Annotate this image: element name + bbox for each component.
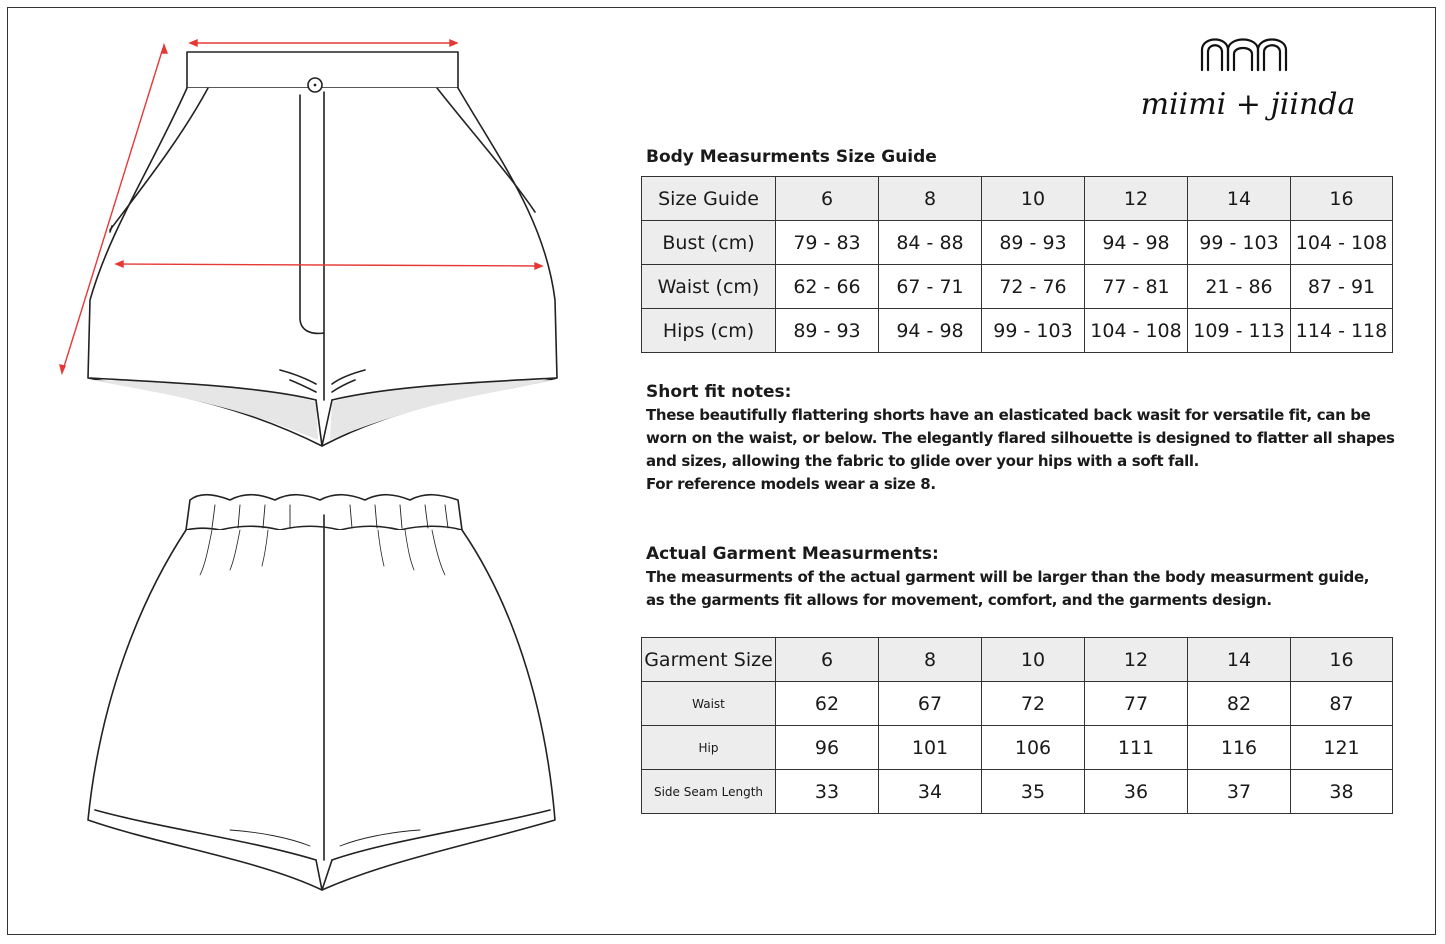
back-view-sketch xyxy=(88,495,555,890)
table-cell: 77 xyxy=(1085,682,1188,726)
table-cell: 89 - 93 xyxy=(776,309,879,353)
table-cell: 121 xyxy=(1291,726,1393,770)
row-label: Hip xyxy=(642,726,776,770)
header-cell: 16 xyxy=(1291,177,1393,221)
table-cell: 72 - 76 xyxy=(982,265,1085,309)
header-cell: 8 xyxy=(879,638,982,682)
header-cell: 6 xyxy=(776,638,879,682)
table-cell: 62 xyxy=(776,682,879,726)
garment-notes-title: Actual Garment Measurments: xyxy=(646,544,939,564)
row-label: Waist xyxy=(642,682,776,726)
table-cell: 106 xyxy=(982,726,1085,770)
table-row xyxy=(642,682,1393,726)
header-cell: 10 xyxy=(982,177,1085,221)
table-cell: 36 xyxy=(1085,770,1188,814)
table-cell: 33 xyxy=(776,770,879,814)
table-row xyxy=(642,726,1393,770)
table-cell: 94 - 98 xyxy=(879,309,982,353)
table-cell: 79 - 83 xyxy=(776,221,879,265)
body-guide-title: Body Measurments Size Guide xyxy=(646,147,937,167)
table-cell: 67 xyxy=(879,682,982,726)
table-cell: 87 xyxy=(1291,682,1393,726)
brand-wordmark: miimi + jiinda xyxy=(1140,87,1356,122)
header-cell: Size Guide xyxy=(642,177,776,221)
fit-notes-line: For reference models wear a size 8. xyxy=(646,475,936,493)
garment-notes-text xyxy=(646,566,1369,612)
row-label: Hips (cm) xyxy=(642,309,776,353)
header-cell: 10 xyxy=(982,638,1085,682)
fit-notes-line: and sizes, allowing the fabric to glide over your hips with a soft fall. xyxy=(646,452,1200,470)
shorts-sketches xyxy=(0,0,620,944)
table-cell: 37 xyxy=(1188,770,1291,814)
table-cell: 104 - 108 xyxy=(1085,309,1188,353)
row-label: Bust (cm) xyxy=(642,221,776,265)
garment-size-table xyxy=(641,637,1393,814)
header-cell: 12 xyxy=(1085,177,1188,221)
front-view-sketch xyxy=(88,52,557,446)
table-cell: 99 - 103 xyxy=(982,309,1085,353)
table-cell: 94 - 98 xyxy=(1085,221,1188,265)
table-row xyxy=(642,770,1393,814)
body-size-table xyxy=(641,176,1393,353)
brand-logo xyxy=(1098,34,1398,134)
table-row xyxy=(642,265,1393,309)
fit-notes-text xyxy=(646,404,1395,496)
header-cell: 12 xyxy=(1085,638,1188,682)
table-cell: 62 - 66 xyxy=(776,265,879,309)
header-cell: 14 xyxy=(1188,177,1291,221)
table-cell: 96 xyxy=(776,726,879,770)
table-cell: 89 - 93 xyxy=(982,221,1085,265)
table-cell: 84 - 88 xyxy=(879,221,982,265)
table-cell: 67 - 71 xyxy=(879,265,982,309)
table-cell: 21 - 86 xyxy=(1188,265,1291,309)
table-cell: 101 xyxy=(879,726,982,770)
header-cell: 14 xyxy=(1188,638,1291,682)
table-cell: 87 - 91 xyxy=(1291,265,1393,309)
table-cell: 34 xyxy=(879,770,982,814)
fit-notes-title: Short fit notes: xyxy=(646,382,792,402)
row-label: Waist (cm) xyxy=(642,265,776,309)
row-label: Side Seam Length xyxy=(642,770,776,814)
table-cell: 82 xyxy=(1188,682,1291,726)
table-cell: 116 xyxy=(1188,726,1291,770)
garment-notes-line: The measurments of the actual garment will be larger than the body measurment guide, xyxy=(646,568,1370,586)
table-cell: 114 - 118 xyxy=(1291,309,1393,353)
table-row xyxy=(642,221,1393,265)
table-cell: 38 xyxy=(1291,770,1393,814)
header-cell: Garment Size xyxy=(642,638,776,682)
header-cell: 6 xyxy=(776,177,879,221)
header-cell: 8 xyxy=(879,177,982,221)
table-row xyxy=(642,309,1393,353)
table-cell: 72 xyxy=(982,682,1085,726)
garment-notes-line: as the garments fit allows for movement, comfort, and the garments design. xyxy=(646,591,1272,609)
table-cell: 104 - 108 xyxy=(1291,221,1393,265)
fit-notes-line: These beautifully flattering shorts have an elasticated back wasit for versatile fit, can be xyxy=(646,406,1371,424)
table-cell: 35 xyxy=(982,770,1085,814)
table-cell: 109 - 113 xyxy=(1188,309,1291,353)
table-cell: 77 - 81 xyxy=(1085,265,1188,309)
table-cell: 99 - 103 xyxy=(1188,221,1291,265)
fit-notes-line: worn on the waist, or below. The elegantly flared silhouette is designed to flatter all shapes xyxy=(646,429,1395,447)
table-header-row xyxy=(642,638,1393,682)
header-cell: 16 xyxy=(1291,638,1393,682)
table-cell: 111 xyxy=(1085,726,1188,770)
table-header-row xyxy=(642,177,1393,221)
